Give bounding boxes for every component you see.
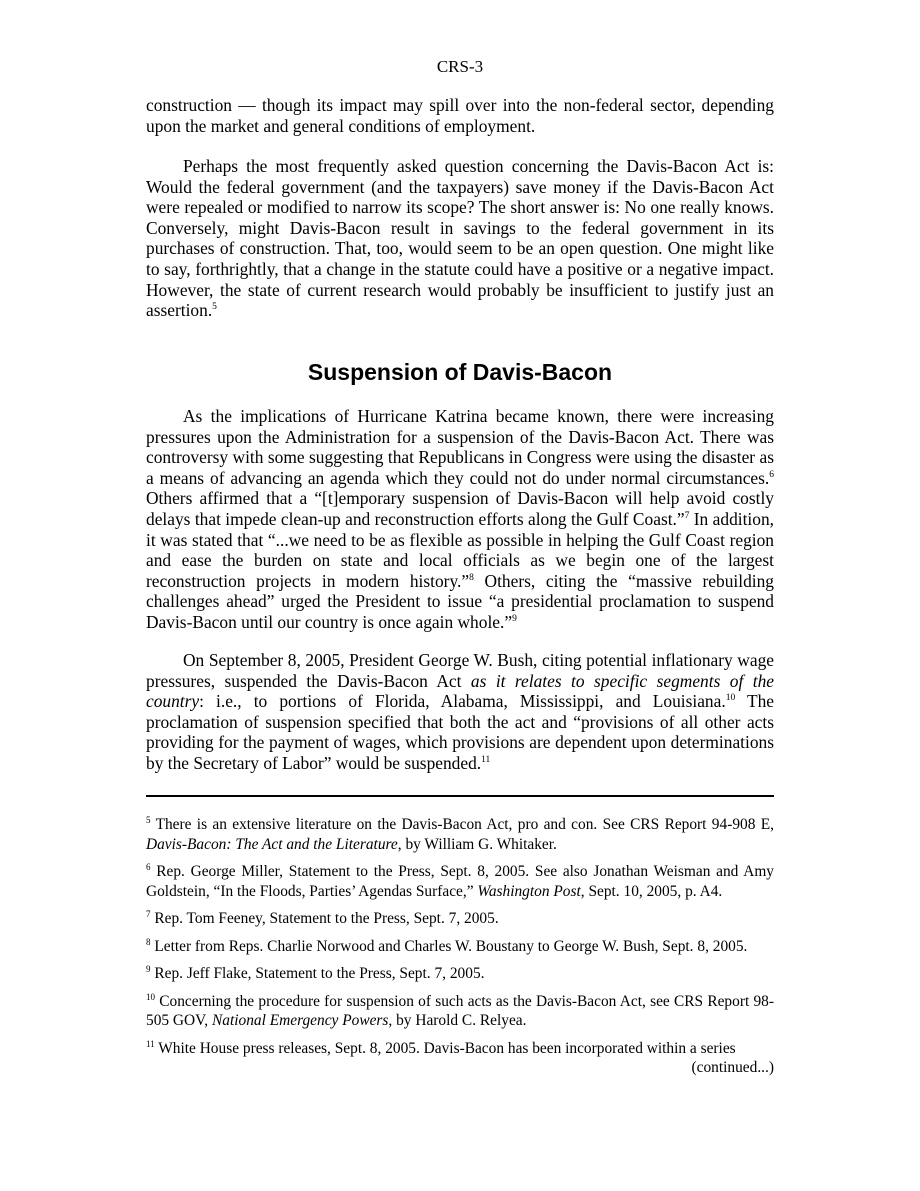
section-heading: Suspension of Davis-Bacon <box>307 359 613 385</box>
footnotes <box>146 815 774 1078</box>
footnote-text: Rep. Jeff Flake, Statement to the Press, Sept. 7, 2005. <box>150 965 485 982</box>
question-paragraph <box>146 156 774 321</box>
katrina-text-1: As the implications of Hurricane Katrina became known, there were increasing pressures upon the Administration for a suspension of the Davis-Bacon Act. There was controversy with some suggesting that Republicans in Congress were using the disaster as a means of advancing an agenda which they could not do under normal circumstances. <box>146 406 774 488</box>
footnote-10 <box>146 992 774 1031</box>
question-text: Perhaps the most frequently asked question concerning the Davis-Bacon Act is: Would the federal government (and the taxpayers) save money if the Davis-Bacon Act were repealed or modified to narrow its scope? The short answer is: No one really knows. Conversely, might Davis-Bacon result in savings to the federal government in its purchases of construction. That, too, would seem to be an open question. One might like to say, forthrightly, that a change in the statute could have a positive or a negative impact. However, the state of current research would probably be insufficient to justify just an assertion. <box>146 156 774 321</box>
intro-text: construction — though its impact may spill over into the non-federal sector, depending upon the market and general conditions of employment. <box>146 95 774 136</box>
proclamation-italic: as it relates to specific segments of the country <box>146 670 775 712</box>
intro-paragraph <box>146 95 774 136</box>
footnote-ref-10[interactable]: 10 <box>725 693 736 704</box>
footnote-text: Rep. George Miller, Statement to the Press, Sept. 8, 2005. See also Jonathan Weisman and Amy Goldstein, “In the Floods, Parties’ Agendas Surface,” <box>146 863 774 900</box>
footnote-text: White House press releases, Sept. 8, 2005. Davis-Bacon has been incorporated within a series <box>154 1039 736 1057</box>
footnote-8 <box>146 937 774 957</box>
footnote-ref-11[interactable]: 11 <box>481 754 491 765</box>
footnote-text: , by William G. Whitaker. <box>397 835 557 853</box>
footnote-text: There is an extensive literature on the Davis-Bacon Act, pro and con. See CRS Report 94-908 E, <box>150 816 774 833</box>
page-label: CRS-3 <box>436 57 484 76</box>
footnote-number: 5 <box>146 815 151 825</box>
footnote-ref-6[interactable]: 6 <box>769 469 774 480</box>
proclamation-text-1: On September 8, 2005, President George W. Bush, citing potential inflationary wage pressures, suspended the Davis-Bacon Act <box>146 650 774 691</box>
footnote-text: , by Harold C. Relyea. <box>388 1012 527 1029</box>
footnote-number: 8 <box>146 936 151 947</box>
footnote-ref-9[interactable]: 9 <box>512 613 517 624</box>
continued-note: (continued...) <box>691 1059 774 1076</box>
footnote-number: 6 <box>146 862 151 872</box>
proclamation-text-3: The proclamation of suspension specified that both the act and “provisions of all other acts providing for the payment of wages, which provisions are dependent upon determinations by the Secretary of Labor” would be suspended. <box>146 691 774 773</box>
katrina-text-2: Others affirmed that a “[t]emporary suspension of Davis-Bacon will help avoid costly delays that impede clean-up and reconstruction efforts along the Gulf Coast.” <box>146 488 774 529</box>
footnote-11 <box>146 1039 774 1059</box>
footnote-9 <box>146 964 774 984</box>
footnote-title: Davis-Bacon: The Act and the Literature <box>146 835 398 853</box>
footnote-ref-8[interactable]: 8 <box>469 572 474 583</box>
footnote-ref-7[interactable]: 7 <box>684 510 690 521</box>
footnote-6 <box>146 862 774 901</box>
proclamation-text-2: : i.e., to portions of Florida, Alabama, Mississippi, and Louisiana. <box>199 691 726 712</box>
footnote-title: Washington Post <box>477 882 581 900</box>
footnote-number: 10 <box>146 991 155 1002</box>
footnote-number: 11 <box>146 1038 155 1049</box>
footnote-text: , Sept. 10, 2005, p. A4. <box>580 882 723 900</box>
footnote-number: 9 <box>146 964 151 974</box>
footnote-text: Rep. Tom Feeney, Statement to the Press, Sept. 7, 2005. <box>150 910 499 927</box>
proclamation-paragraph <box>146 650 774 774</box>
footnote-divider <box>146 795 774 797</box>
katrina-paragraph <box>146 406 774 633</box>
footnote-5 <box>146 815 774 854</box>
footnote-title: National Emergency Powers <box>212 1012 389 1029</box>
katrina-text-4: Others, citing the “massive rebuilding challenges ahead” urged the President to issue “a presidential proclamation to suspend Davis-Bacon until our country is once again whole.” <box>146 570 774 632</box>
footnote-text: Concerning the procedure for suspension of such acts as the Davis-Bacon Act, see CRS Report 98-505 GOV, <box>146 992 774 1029</box>
footnote-7 <box>146 909 774 929</box>
footnote-number: 7 <box>146 909 151 919</box>
footnote-ref-5[interactable]: 5 <box>212 302 217 313</box>
katrina-text-3: In addition, it was stated that “...we need to be as flexible as possible in helping the Gulf Coast region and ease the burden on state and local officials as we begin one of the largest reconstruction projects in modern history.” <box>146 508 774 591</box>
footnote-text: Letter from Reps. Charlie Norwood and Charles W. Boustany to George W. Bush, Sept. 8, 2005. <box>150 937 748 955</box>
